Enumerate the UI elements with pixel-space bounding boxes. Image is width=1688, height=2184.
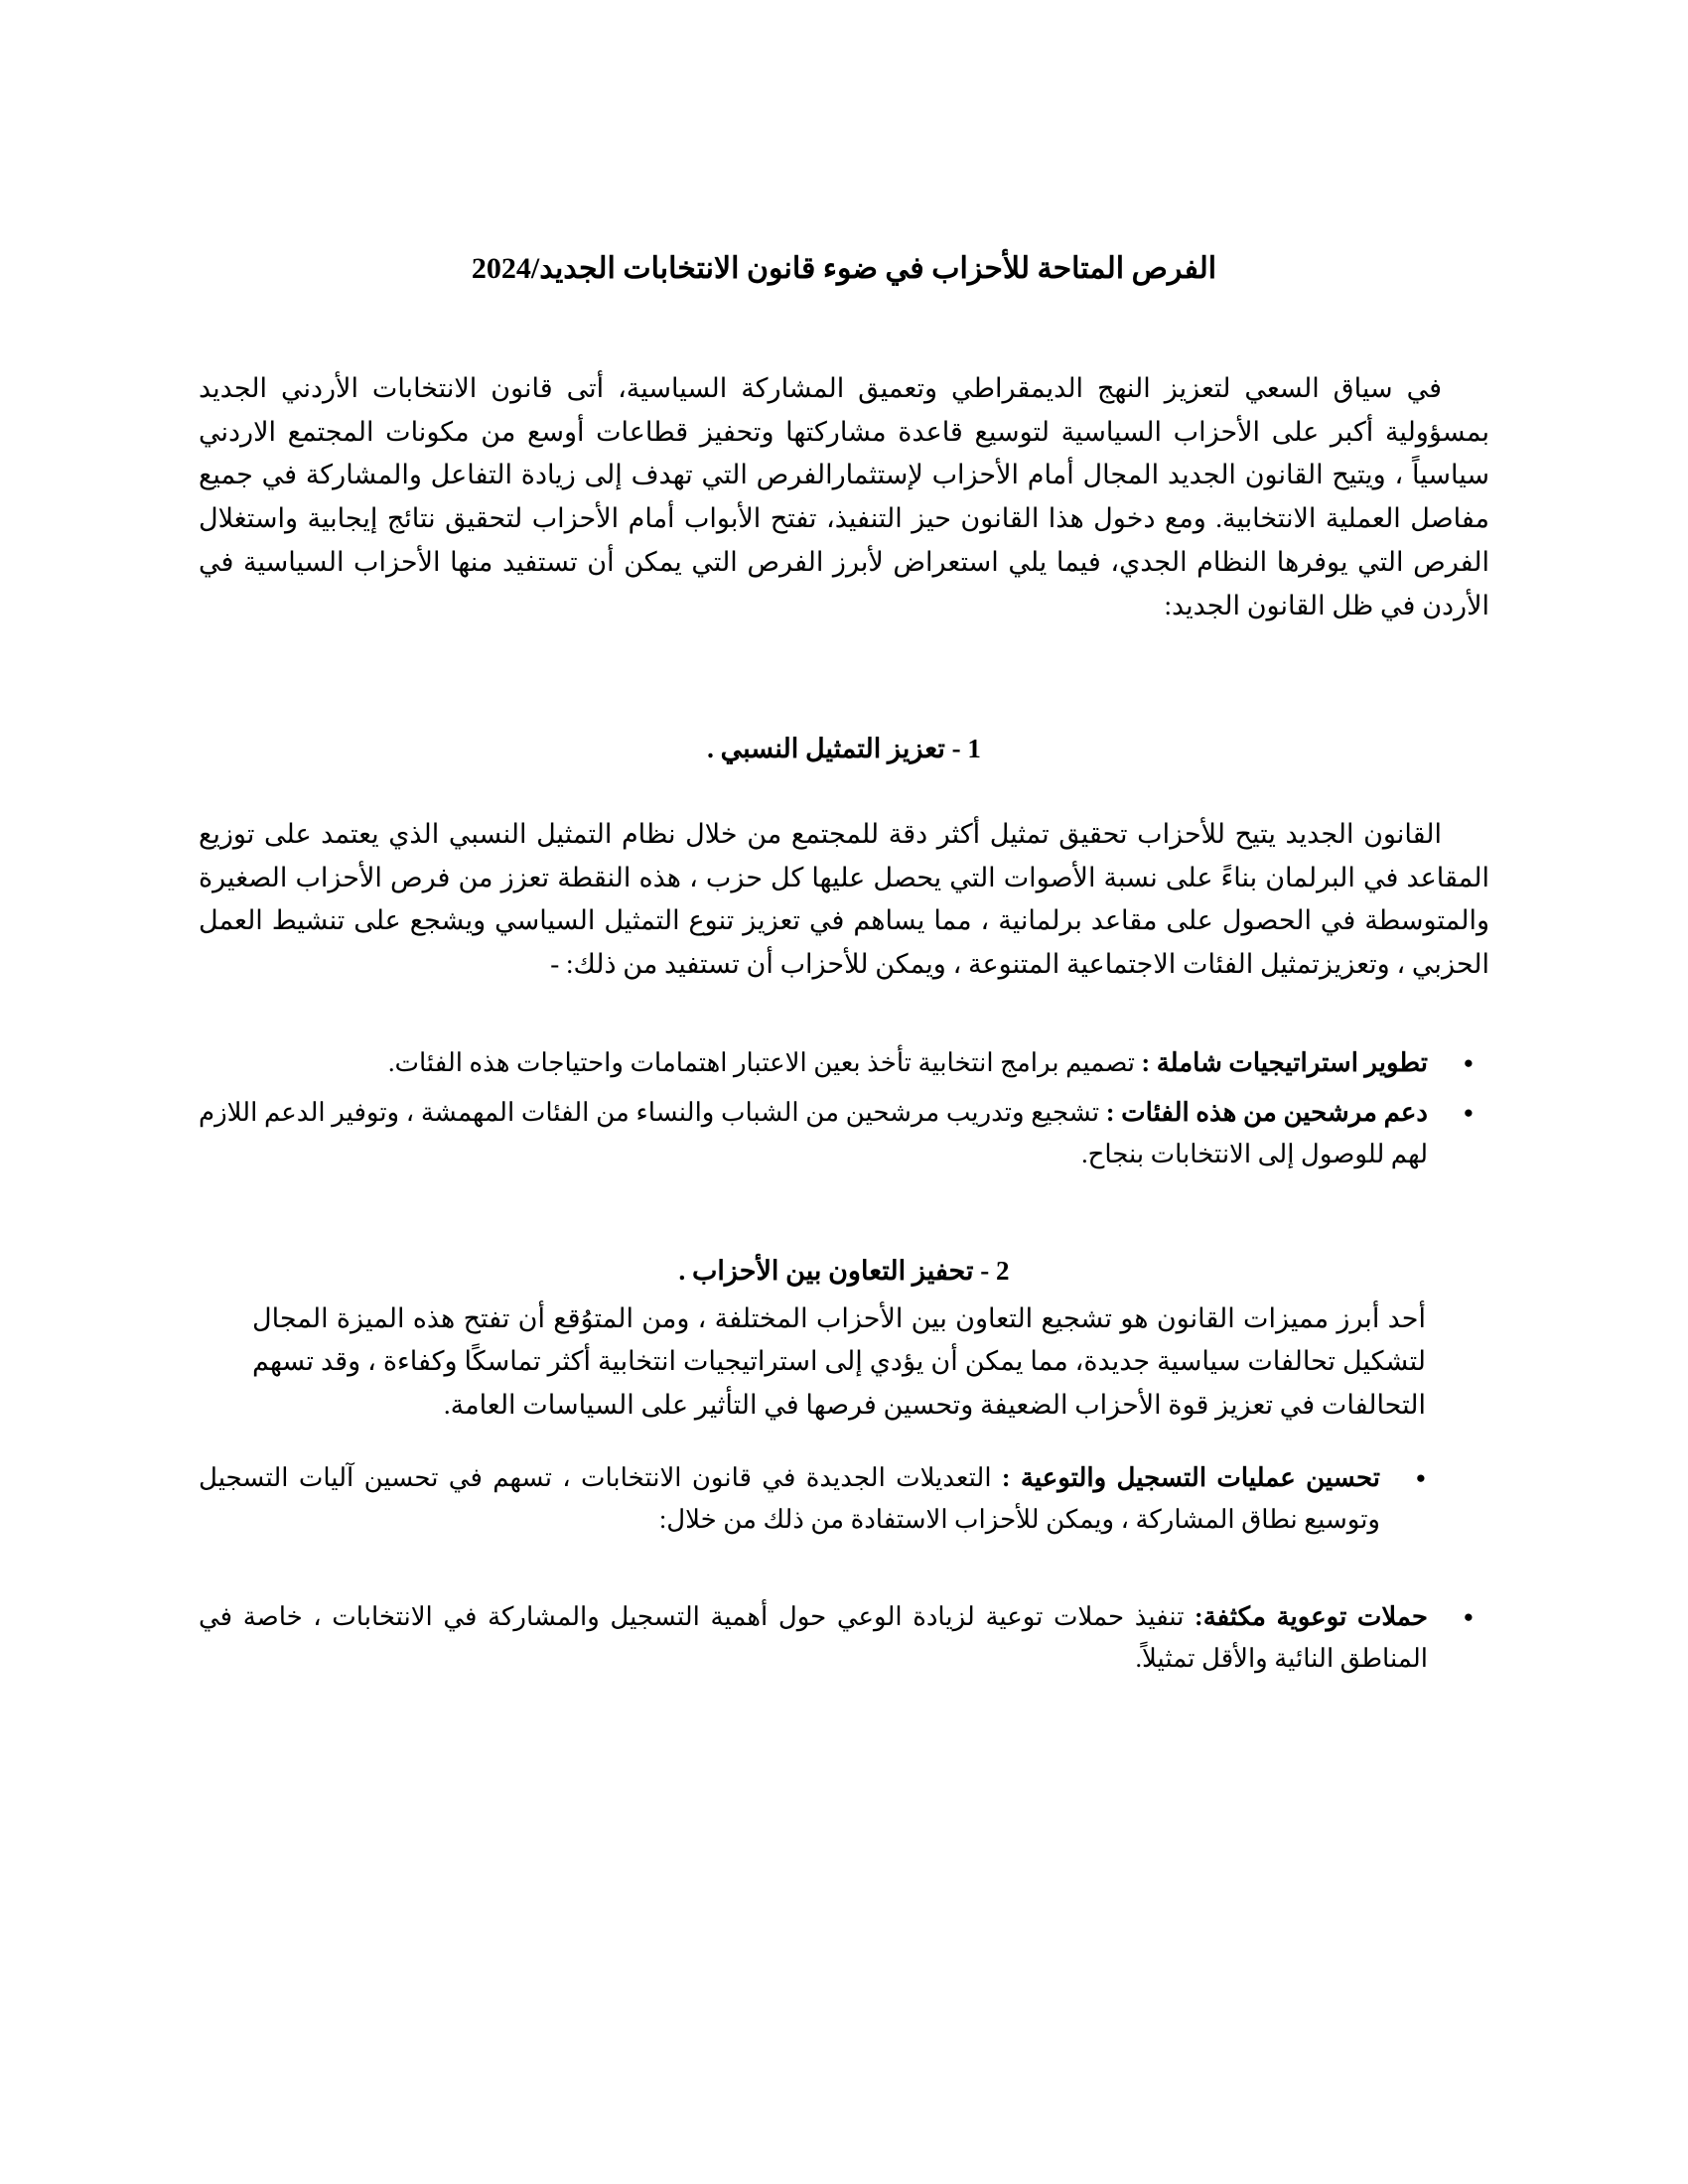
section-2-body: أحد أبرز مميزات القانون هو تشجيع التعاون بين الأحزاب المختلفة ، ومن المتوُقع أن تفتح هذه الميزة المجال لتشكيل تحالفات سياسية جديدة، مما يمكن أن يؤدي إلى استراتيجيات انتخابية أكثر تماسكًا وكفاءة ، وقد تسهم التحالفات في تعزيز قوة الأحزاب الضعيفة وتحسين فرصها في التأثير على السياسات العامة.: [252, 1302, 1426, 1421]
spacer: [199, 1551, 1489, 1596]
section-1-heading: 1 - تعزيز التمثيل النسبي .: [707, 734, 981, 764]
list-item-lead: حملات توعوية مكثفة:: [1195, 1602, 1428, 1632]
list-item-lead: دعم مرشحين من هذه الفئات :: [1105, 1097, 1428, 1127]
intro-paragraph: في سياق السعي لتعزيز النهج الديمقراطي وتعميق المشاركة السياسية، أتى قانون الانتخابات الأردني الجديد بمسؤولية أكبر على الأحزاب السياسية لتوسيع قاعدة مشاركتها وتحفيز قطاعات أوسع من مكونات المجتمع الاردني سياسياً ، ويتيح القانون الجديد المجال أمام الأحزاب لإستثمارالفرص التي تهدف إلى زيادة التفاعل والمشاركة في جميع مفاصل العملية الانتخابية. ومع دخول هذا القانون حيز التنفيذ، تفتح الأبواب أمام الأحزاب لتحقيق نتائج إيجابية واستغلال الفرص التي يوفرها النظام الجدي، فيما يلي استعراض لأبرز الفرص التي يمكن أن تستفيد منها الأحزاب السياسية في الأردن في ظل القانون الجديد:: [199, 373, 1489, 620]
list-item-text: تشجيع وتدريب مرشحين من الشباب والنساء من الفئات المهمشة ، وتوفير الدعم اللازم لهم للوصول إلى الانتخابات بنجاح.: [199, 1097, 1428, 1169]
section-2-bullets-after: [199, 1596, 1489, 1680]
list-item: [199, 1596, 1489, 1680]
spacer: [199, 657, 1489, 683]
list-item: [199, 1092, 1489, 1175]
list-item-text: تصميم برامج انتخابية تأخذ بعين الاعتبار اهتمامات واحتياجات هذه الفئات.: [387, 1047, 1142, 1077]
section-2-heading: 2 - تحفيز التعاون بين الأحزاب .: [678, 1256, 1010, 1287]
spacer: [199, 1185, 1489, 1211]
list-item-lead: تطوير استراتيجيات شاملة :: [1141, 1047, 1428, 1077]
section-1-body: القانون الجديد يتيح للأحزاب تحقيق تمثيل أكثر دقة للمجتمع من خلال نظام التمثيل النسبي الذي يعتمد على توزيع المقاعد في البرلمان بناءً على نسبة الأصوات التي يحصل عليها كل حزب ، هذه النقطة تعزز من فرص الأحزاب الصغيرة والمتوسطة في الحصول على مقاعد برلمانية ، مما يساهم في تعزيز تنوع التمثيل السياسي ويشجع على تنشيط العمل الحزبي ، وتعزيزتمثيل الفئات الاجتماعية المتنوعة ، ويمكن للأحزاب أن تستفيد من ذلك: -: [199, 818, 1489, 980]
list-item-text: التعديلات الجديدة في قانون الانتخابات ، تسهم في تحسين آليات التسجيل وتوسيع نطاق المشاركة ، ويمكن للأحزاب الاستفادة من ذلك من خلال:: [199, 1462, 1380, 1534]
section-1-bullets: [199, 1042, 1489, 1175]
section-2-bullets: [199, 1457, 1489, 1541]
list-item-lead: تحسين عمليات التسجيل والتوعية :: [1001, 1462, 1380, 1492]
page-title: الفرص المتاحة للأحزاب في ضوء قانون الانتخابات الجديد/2024: [471, 252, 1217, 285]
list-item: [199, 1042, 1489, 1084]
list-item-text: تنفيذ حملات توعية لزيادة الوعي حول أهمية التسجيل والمشاركة في الانتخابات ، خاصة في المناطق النائية والأقل تمثيلاً.: [199, 1602, 1428, 1674]
section-2-body-wrap: [199, 1297, 1489, 1428]
list-item: [199, 1457, 1442, 1541]
spacer: [199, 1017, 1489, 1042]
